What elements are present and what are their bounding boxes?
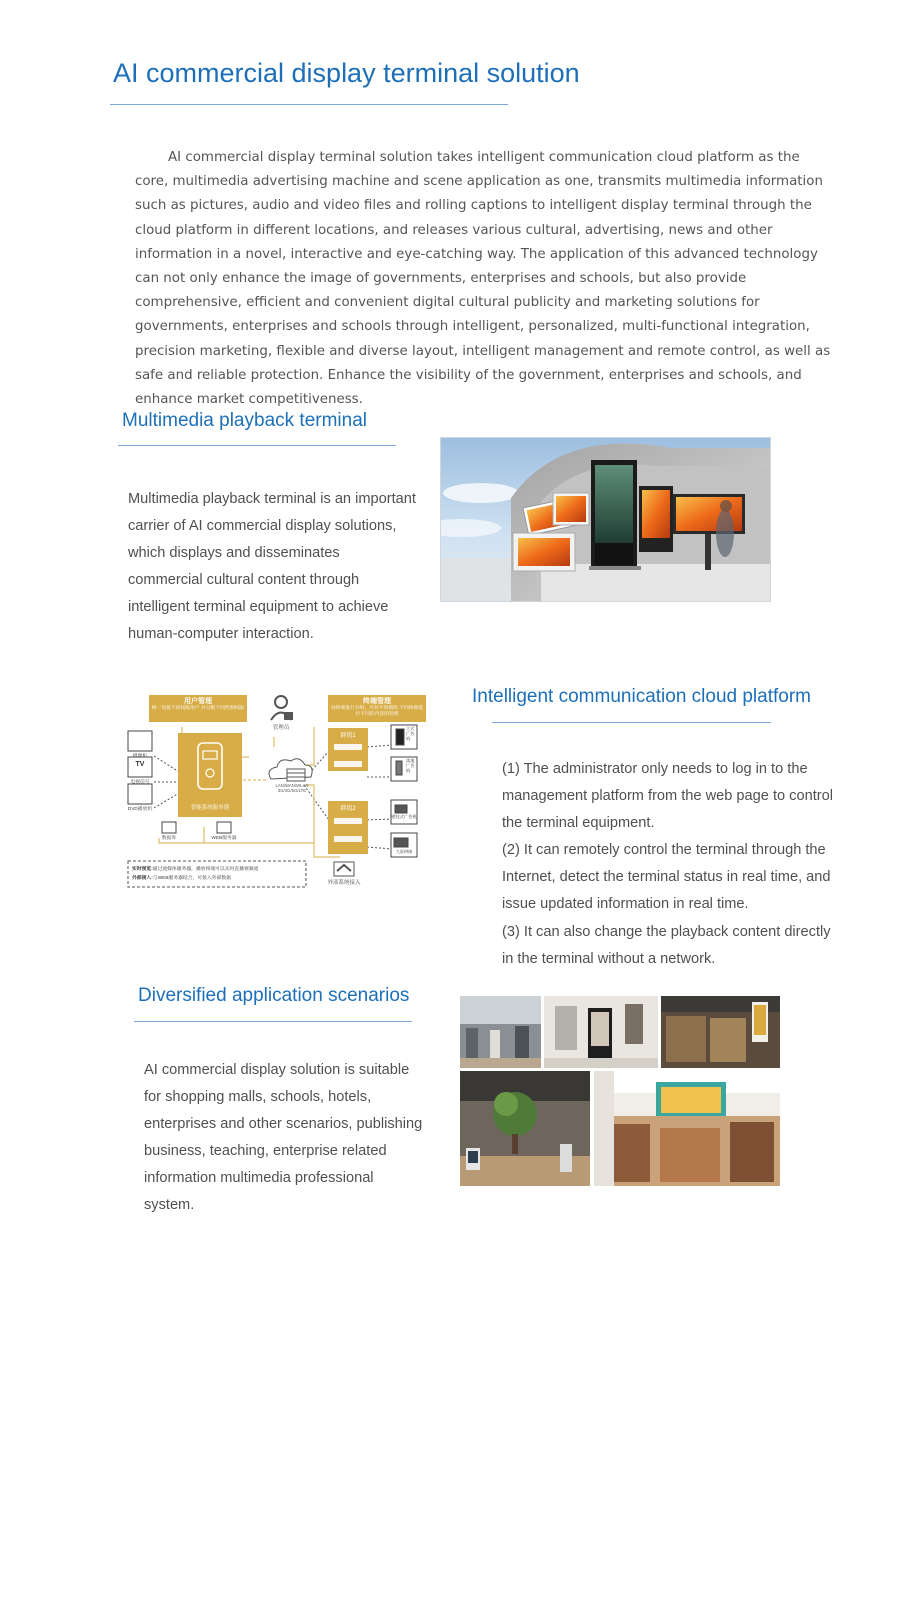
diagram-cloud-label: LAN/WAN/WLAN 3G/4G/5G/LTE xyxy=(275,783,309,793)
diagram-database-label: 数据库 xyxy=(161,836,177,841)
diagram-tv-label: 电视信号 xyxy=(130,780,150,785)
diagram-terminal2-label: 落地广告机 xyxy=(406,758,415,773)
diagram-camera-label: 摄像机 xyxy=(132,754,148,759)
diagram-note2-key: 外部接入: xyxy=(132,876,153,881)
cloud-feature-item-2: (2) It can remotely control the terminal through the Internet, detect the terminal status in real time, and issue updated information in real time. xyxy=(502,842,831,913)
cloud-feature-list xyxy=(502,756,842,973)
cloud-feature-item-3: (3) It can also change the playback content directly in the terminal without a network. xyxy=(502,923,831,967)
diagram-dvd-label: DVD播放机 xyxy=(127,807,153,812)
scenarios-section-underline xyxy=(134,1021,412,1022)
intro-paragraph: AI commercial display terminal solution takes intelligent communication cloud platform as the core, multimedia advertising machine and scene application as one, transmits multimedia information such as pictures, audio and video files and rolling captions to intelligent display terminal through the cloud platform in different locations, and releases various cultural, advertising, news and other information in a novel, interactive and eye-catching way. The application of this advanced technology can not only enhance the image of governments, enterprises and schools, but also provide comprehensive, efficient and convenient digital cultural publicity and marketing solutions for governments, enterprises and schools through intelligent, personalized, multi-functional integration, precision marketing, flexible and diverse layout, intelligent management and remote control, as well as safe and reliable protection. Enhance the visibility of the government, enterprises and schools, and enhance market competitiveness. xyxy=(135,150,831,408)
playback-section-body: Multimedia playback terminal is an important carrier of AI commercial display solutions, which displays and disseminates commercial cultural content through intelligent terminal equipment to achieve human-computer interaction. xyxy=(128,491,416,643)
diagram-group1-label: 群组1 xyxy=(340,733,356,739)
diagram-note1: 通过流媒体服务器，播放终端可以实时直播视频流 xyxy=(152,867,259,872)
diagram-terminal4-label: 大屏拼接 xyxy=(395,849,413,854)
cloud-section-title: Intelligent communication cloud platform xyxy=(472,686,812,707)
diagram-terminal-mgmt-label: 终端管理 xyxy=(363,698,391,705)
playback-section-underline xyxy=(118,445,396,446)
diagram-notes xyxy=(132,865,304,883)
diagram-web-server-label: WEB服务器 xyxy=(211,836,237,841)
diagram-note2: 与WEB服务器结合，可接入外部数据 xyxy=(152,876,231,881)
playback-section-title: Multimedia playback terminal xyxy=(122,410,367,431)
title-underline xyxy=(110,104,508,105)
application-scenarios-collage xyxy=(460,996,780,1186)
diagram-server-label: 智能系统服务器 xyxy=(190,805,230,811)
diagram-user-mgmt-label: 用户管理 xyxy=(184,698,212,705)
scenarios-section-title: Diversified application scenarios xyxy=(138,985,410,1006)
diagram-external-label: 外部系统接入 xyxy=(327,880,361,886)
scenarios-section-body: AI commercial display solution is suitable for shopping malls, schools, hotels, enterprises and other scenarios, publishing business, teaching, enterprise related information multimedia professional system. xyxy=(144,1062,423,1214)
diagram-terminal3-label: 壁挂式广告机 xyxy=(391,814,417,819)
diagram-note1-key: 实时预览: xyxy=(132,867,153,872)
display-terminals-photo xyxy=(440,437,771,602)
diagram-group2-label: 群组2 xyxy=(340,806,356,812)
diagram-user-mgmt-desc: 统一设置不同权限用户 并分配不同控制权限 xyxy=(151,706,245,711)
tv-icon: TV xyxy=(135,761,145,768)
system-architecture-diagram xyxy=(124,695,430,908)
cloud-feature-item-1: (1) The administrator only needs to log in to the management platform from the web page to control the terminal equipment. xyxy=(502,761,833,832)
diagram-admin-label: 管理员 xyxy=(272,725,290,731)
diagram-terminal1-label: 立式广告机 xyxy=(406,726,415,741)
cloud-section-underline xyxy=(492,722,771,723)
diagram-terminal-mgmt-desc: 对终端进行分组，可对不同模组 不同终端进行不同的内容的管理 xyxy=(330,706,424,717)
page-title: AI commercial display terminal solution xyxy=(113,58,580,88)
